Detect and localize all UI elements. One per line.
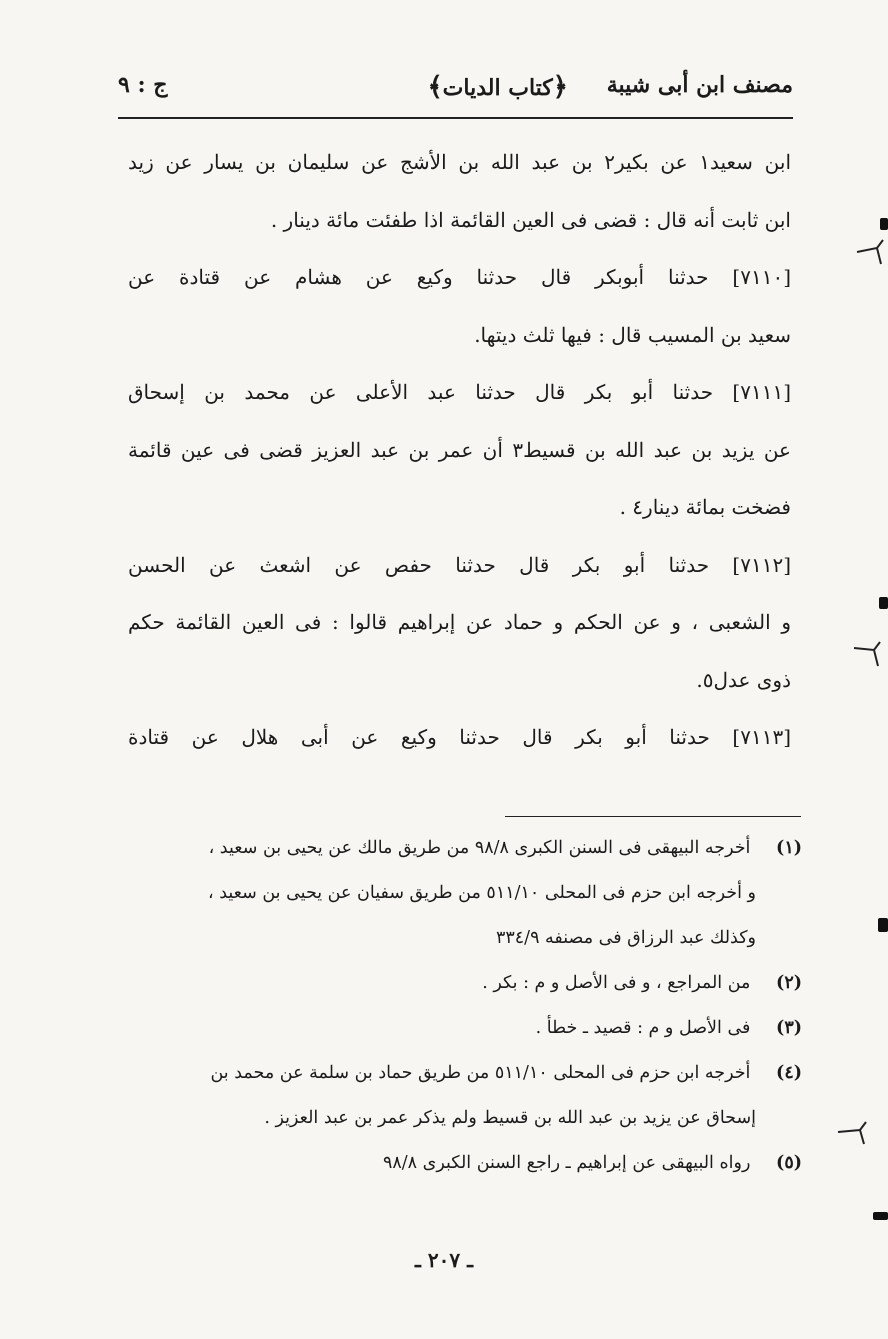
- scan-mark: [873, 1212, 888, 1220]
- footnote-text: من المراجع ، و فى الأصل و م : بكر .: [482, 973, 751, 993]
- page-number: ـ ٢٠٧ ـ: [415, 1248, 473, 1272]
- hadith-7111-line: [٧١١١] حدثنا أبو بكر قال حدثنا عبد الأعلى عن محمد بن إسحاق: [128, 380, 791, 404]
- text-line: فضخت بمائة دينار٤ .: [619, 495, 791, 519]
- footnotes: [136, 826, 802, 1186]
- footnote-marker: (٢): [776, 973, 802, 993]
- text-line: عن يزيد بن عبد الله بن قسيط٣ أن عمر بن عبد العزيز قضى فى عين قائمة: [128, 437, 791, 462]
- footnote-rule: [505, 816, 801, 817]
- hadith-7112-line: [٧١١٢] حدثنا أبو بكر قال حدثنا حفص عن اشعث عن الحسن: [128, 552, 791, 577]
- footnote-marker: (٥): [776, 1153, 802, 1173]
- footnote-text: أخرجه البيهقى فى السنن الكبرى ٩٨/٨ من طريق مالك عن يحيى بن سعيد ،: [208, 838, 751, 858]
- text-line: سعيد بن المسيب قال : فيها ثلث ديتها.: [474, 322, 791, 347]
- scan-mark: [880, 218, 888, 230]
- footnote-text: أخرجه ابن حزم فى المحلى ٥١١/١٠ من طريق حماد بن سلمة عن محمد بن: [210, 1063, 751, 1083]
- footnote-text: فى الأصل و م : قصيد ـ خطأ .: [535, 1018, 751, 1038]
- footnote-continuation: [136, 1096, 802, 1141]
- scan-tick: [852, 638, 884, 668]
- footnote-text: وكذلك عبد الرزاق فى مصنفه ٣٣٤/٩: [495, 928, 756, 948]
- text-line: ابن ثابت أنه قال : قضى فى العين القائمة اذا طفئت مائة دينار .: [270, 207, 791, 232]
- scan-tick: [836, 1118, 868, 1148]
- footnote: [136, 1051, 802, 1096]
- main-text: [128, 134, 791, 767]
- text-line: ذوى عدل٥.: [696, 667, 791, 692]
- hadith-7113-line: [٧١١٣] حدثنا أبو بكر قال حدثنا وكيع عن أبى هلال عن قتادة: [128, 725, 791, 749]
- header-rule: [118, 117, 793, 119]
- footnote: [136, 1141, 802, 1186]
- footnote-marker: (٤): [776, 1063, 802, 1083]
- scan-mark: [878, 918, 888, 932]
- footnote-text: و أخرجه ابن حزم فى المحلى ٥١١/١٠ من طريق سفيان عن يحيى بن سعيد ،: [207, 883, 756, 903]
- scan-mark: [879, 597, 888, 609]
- scan-tick: [855, 238, 885, 268]
- hadith-7110-line: [٧١١٠] حدثنا أبوبكر قال حدثنا وكيع عن هشام عن قتادة عن: [128, 265, 791, 289]
- chapter-title-wrap: ﴿كتاب الديات﴾: [427, 72, 568, 102]
- text-line: و الشعبى ، و عن الحكم و حماد عن إبراهيم قالوا : فى العين القائمة حكم: [128, 610, 791, 634]
- footnote-text: إسحاق عن يزيد بن عبد الله بن قسيط ولم يذكر عمر بن عبد العزيز .: [264, 1108, 756, 1128]
- footnote-marker: (٣): [776, 1018, 802, 1038]
- footnote: [136, 826, 802, 871]
- footnote-text: رواه البيهقى عن إبراهيم ـ راجع السنن الكبرى ٩٨/٨: [382, 1153, 751, 1173]
- running-header: [118, 72, 793, 112]
- book-title: مصنف ابن أبى شيبة: [606, 72, 793, 98]
- chapter-title: كتاب الديات: [442, 75, 553, 101]
- footnote: [136, 961, 802, 1006]
- footnote-continuation: [136, 916, 802, 961]
- volume-number: ج : ٩: [118, 72, 168, 98]
- footnote-marker: (١): [776, 838, 802, 858]
- footnote-continuation: [136, 871, 802, 916]
- footnote: [136, 1006, 802, 1051]
- text-line: ابن سعيد١ عن بكير٢ بن عبد الله بن الأشج عن سليمان بن يسار عن زيد: [128, 150, 791, 174]
